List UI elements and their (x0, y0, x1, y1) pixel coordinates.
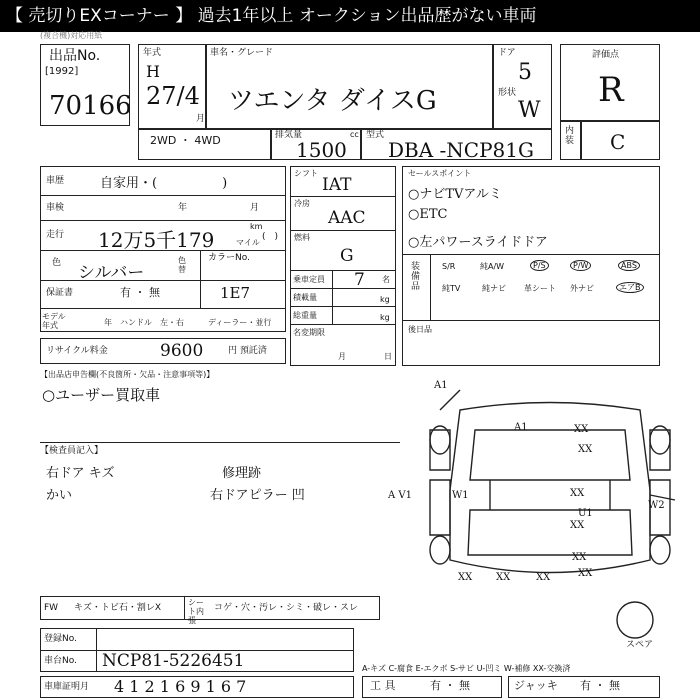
model-year-label: 年式 (143, 48, 162, 58)
displacement-unit: cc (350, 130, 359, 139)
color-no-label: カラーNo. (208, 253, 250, 263)
name-change-day: 日 (384, 352, 392, 361)
seat-label: シート内張 (188, 598, 204, 625)
displacement-label: 排気量 (275, 130, 303, 140)
model-year-value: 27/4 (146, 82, 200, 110)
inspector-line-4: 右ドアピラー 凹 (210, 488, 305, 503)
inspection-month: 月 (250, 203, 260, 213)
seller-notes-value: ○ユーザー買取車 (42, 386, 161, 404)
lot-number: 70166 (49, 91, 132, 121)
inspector-line-2: かい (46, 488, 73, 503)
model-year-month: 月 (196, 114, 206, 124)
mileage-paren: ( ) (262, 232, 279, 242)
color-sub: 色替 (178, 256, 186, 274)
lot-label: 出品No. (49, 48, 101, 64)
history-value: 自家用・( ) (100, 176, 228, 191)
equip-pw: P/W (570, 260, 591, 271)
warranty-label: 保証書 (46, 288, 74, 298)
car-damage-diagram (400, 370, 700, 670)
tools-label: 工 具 (370, 679, 396, 692)
shift-label: シフト (294, 169, 318, 178)
mileage-value: 12万5千179 (98, 228, 215, 252)
model-year-era: H (146, 62, 160, 81)
chassis-label: 車台No. (44, 656, 77, 666)
chassis-value: NCP81-5226451 (102, 651, 245, 671)
lot-year-tag: [1992] (45, 66, 79, 77)
diagram-mark-13: XX (572, 552, 587, 563)
load-label: 積載量 (293, 293, 317, 302)
inspection-year: 年 (178, 203, 188, 213)
shape-label: 形状 (498, 88, 517, 98)
diagram-mark-12: XX (536, 572, 551, 583)
banner: 【 売切りEXコーナー 】 過去1年以上 オークション出品歴がない車両 (0, 0, 700, 32)
mileage-mile: マイル (236, 238, 260, 247)
weight-unit: kg (380, 313, 390, 322)
model-code-label: 型式 (366, 130, 385, 140)
car-name-value: ツエンタ ダイスG (228, 86, 437, 116)
sales-point-1: ○ナビTVアルミ (408, 187, 502, 202)
diagram-mark-15: XX (458, 572, 473, 583)
recycle-value: 9600 (160, 341, 204, 361)
doors-value: 5 (518, 60, 532, 85)
seat-value: コゲ・穴・汚レ・シミ・破レ・スレ (214, 603, 359, 613)
weight-label: 総重量 (293, 311, 317, 320)
mileage-km: km (250, 222, 263, 231)
displacement-value: 1500 (296, 138, 347, 162)
aircon-value: AAC (328, 208, 366, 228)
model-code-value: DBA -NCP81G (388, 138, 534, 162)
sales-points-label: セールスポイント (408, 169, 472, 178)
mileage-label: 走行 (46, 230, 65, 240)
name-change-label: 名変期限 (293, 328, 325, 337)
spare-label: スペア (626, 640, 654, 650)
inspector-line-1: 右ドア キズ (46, 466, 115, 481)
handle-label: ハンドル (120, 318, 152, 327)
diagram-mark-14: XX (578, 568, 593, 579)
warranty-value: 有 ・ 無 (120, 286, 160, 299)
fuel-value: G (340, 246, 354, 266)
fw-value: キズ・トビ石・割レX (74, 603, 161, 613)
equip-ps: P/S (530, 260, 549, 271)
aircon-label: 冷房 (294, 199, 310, 208)
diagram-mark-4: XX (578, 444, 593, 455)
jack-label: ジャッキ (514, 679, 558, 692)
recycle-label: リサイクル料金 (46, 346, 108, 356)
seller-notes-label: 【出品店申告欄(不良箇所・欠品・注意事項等)】 (40, 370, 215, 379)
equip-airbag: エアB (616, 282, 644, 293)
capacity-unit: 名 (382, 275, 390, 284)
notes-label: 後日品 (408, 325, 432, 334)
shift-value: IAT (322, 175, 352, 195)
equip-aw: 純A/W (480, 262, 505, 271)
left-rear-door (430, 480, 450, 535)
equipment-label: 装備品 (411, 262, 421, 292)
inspector-label: 【検査員記入】 (40, 446, 104, 456)
rear-window (468, 510, 632, 555)
spare-tire-icon (617, 602, 653, 638)
tools-value: 有 ・ 無 (430, 679, 470, 692)
drive-value: 2WD ・ 4WD (150, 134, 221, 147)
windshield (470, 430, 630, 480)
jack-value: 有 ・ 無 (580, 679, 620, 692)
damage-legend: A-キズ C-腐食 E-エクボ S-サビ U-凹ミ W-補修 XX-交換済 (362, 664, 571, 673)
recycle-unit: 円 預託済 (228, 346, 267, 356)
diagram-mark-10: U1 (578, 508, 593, 519)
diagram-mark-7: XX (570, 488, 585, 499)
diagram-mark-6: A V1 (388, 490, 412, 501)
shape-value: W (518, 98, 541, 123)
dealer-value: ディーラー・並行 (208, 318, 272, 327)
diagram-mark-2: A1 (514, 422, 528, 433)
sales-point-3: ○左パワースライドドア (408, 235, 548, 250)
diagram-mark-9: W2 (648, 500, 665, 511)
diagram-mark-8: XX (570, 520, 585, 531)
cert-value: 4 1 2 1 6 9 1 6 7 (114, 677, 247, 696)
lot-number-box (40, 44, 130, 126)
registration-label: 登録No. (44, 634, 77, 644)
inspector-line-3: 修理跡 (222, 466, 262, 481)
cert-label: 車庫証明月 (44, 682, 90, 692)
name-change-month: 月 (338, 352, 346, 361)
equip-tv: 純TV (442, 284, 461, 293)
sales-point-2: ○ETC (408, 207, 448, 222)
equip-abs: ABS (618, 260, 640, 271)
diagram-mark-3: XX (574, 424, 589, 435)
interior-label: 内装 (565, 126, 575, 146)
score-label: 評価点 (592, 50, 620, 60)
interior-value: C (610, 130, 626, 154)
history-label: 車歴 (46, 176, 65, 186)
diagram-mark-1: A1 (434, 380, 448, 391)
capacity-label: 乗車定員 (293, 275, 325, 284)
equip-leather: 革シート (524, 284, 556, 293)
model-month-label: モデル年式 (42, 312, 66, 330)
handle-value: 左・右 (160, 318, 184, 327)
fuel-label: 燃料 (294, 233, 310, 242)
inspection-label: 車検 (46, 203, 65, 213)
color-value: シルバー (78, 263, 145, 283)
equip-sr: S/R (442, 262, 456, 271)
doors-label: ドア (498, 48, 516, 58)
faded-header: (複合機)対応用紙 (40, 31, 103, 40)
equip-navi: 純ナビ (482, 284, 506, 293)
diagram-mark-11: XX (496, 572, 511, 583)
car-body-outline (450, 403, 650, 573)
capacity-value: 7 (354, 270, 365, 290)
color-label: 色 (52, 258, 62, 268)
score-value: R (598, 70, 624, 110)
color-no-value: 1E7 (220, 284, 251, 302)
load-unit: kg (380, 295, 390, 304)
equip-ext-navi: 外ナビ (570, 284, 594, 293)
diagram-mark-5: W1 (452, 490, 469, 501)
model-month-year: 年 (104, 318, 112, 327)
fw-label: FW (44, 603, 59, 613)
car-name-label: 車名・グレード (210, 48, 274, 58)
